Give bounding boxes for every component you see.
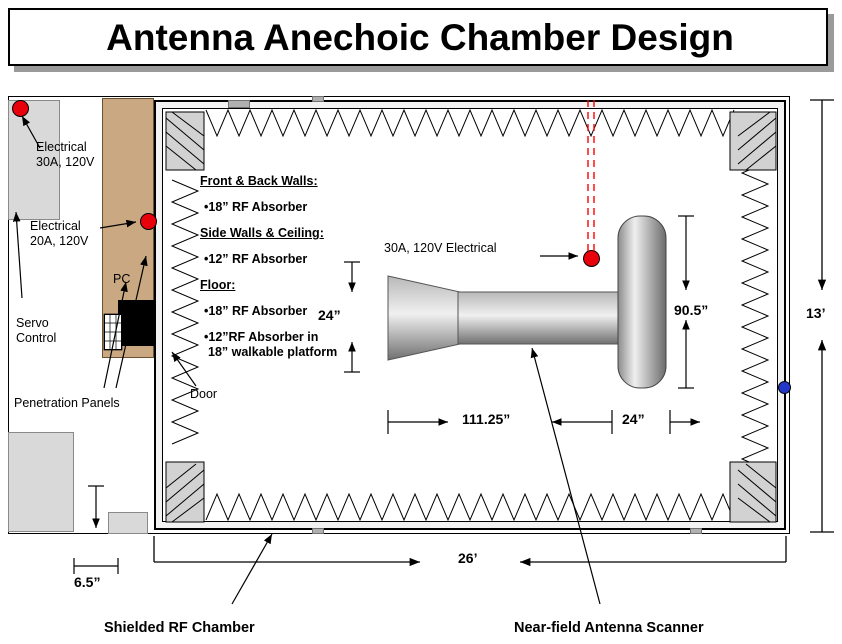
spec-item-floor-absorber: •18” RF Absorber [204,304,308,318]
red-circle-icon-chamber [583,250,600,267]
dimension-overall-height: 13’ [806,305,826,321]
label-door: Door [190,387,218,401]
label-electrical-30a-line2: 30A, 120V [36,155,95,169]
wall-tick-top-left [228,100,250,108]
dimension-horn-length: 111.25” [462,411,511,427]
equipment-rack [104,314,122,350]
red-circle-icon-outer [12,100,29,117]
dimension-horn-height: 24” [318,307,341,323]
label-electrical-inside: 30A, 120V Electrical [384,241,497,255]
spec-item-front-back-absorber: •18” RF Absorber [204,200,308,214]
label-servo-line1: Servo [16,316,49,330]
spec-heading-front-back-walls: Front & Back Walls: [200,174,318,188]
title-box [8,8,828,66]
dimension-scanner-height: 90.5” [674,302,709,318]
dimension-overall-width: 26’ [458,550,478,566]
label-electrical-20a-line1: Electrical [30,219,81,233]
equipment-block-1 [118,300,154,346]
callout-shielded-chamber: Shielded RF Chamber [104,620,255,636]
label-pc: PC [113,272,131,286]
dimension-offset: 6.5” [74,574,101,590]
callout-nearfield-scanner: Near-field Antenna Scanner [514,620,704,636]
red-circle-icon-corridor [140,213,157,230]
left-room-lower [8,432,74,532]
label-servo-line2: Control [16,331,57,345]
label-penetration-panels: Penetration Panels [14,396,120,410]
spec-item-platform-line1: •12”RF Absorber in [204,330,319,344]
spec-heading-floor: Floor: [200,278,236,292]
wall-tick-top-mid [312,96,324,102]
spec-heading-side-walls-ceiling: Side Walls & Ceiling: [200,226,324,240]
label-electrical-30a-line1: Electrical [36,140,87,154]
dimension-scanner-width: 24” [622,411,645,427]
wall-tick-bottom-right [690,528,702,534]
label-electrical-20a-line2: 20A, 120V [30,234,89,248]
blue-circle-icon [778,381,791,394]
spec-item-platform-line2: 18” walkable platform [208,345,338,359]
door-pad [108,512,148,534]
page-title: Antenna Anechoic Chamber Design [106,17,734,58]
wall-tick-bottom-mid [312,528,324,534]
spec-item-side-absorber: •12” RF Absorber [204,252,308,266]
